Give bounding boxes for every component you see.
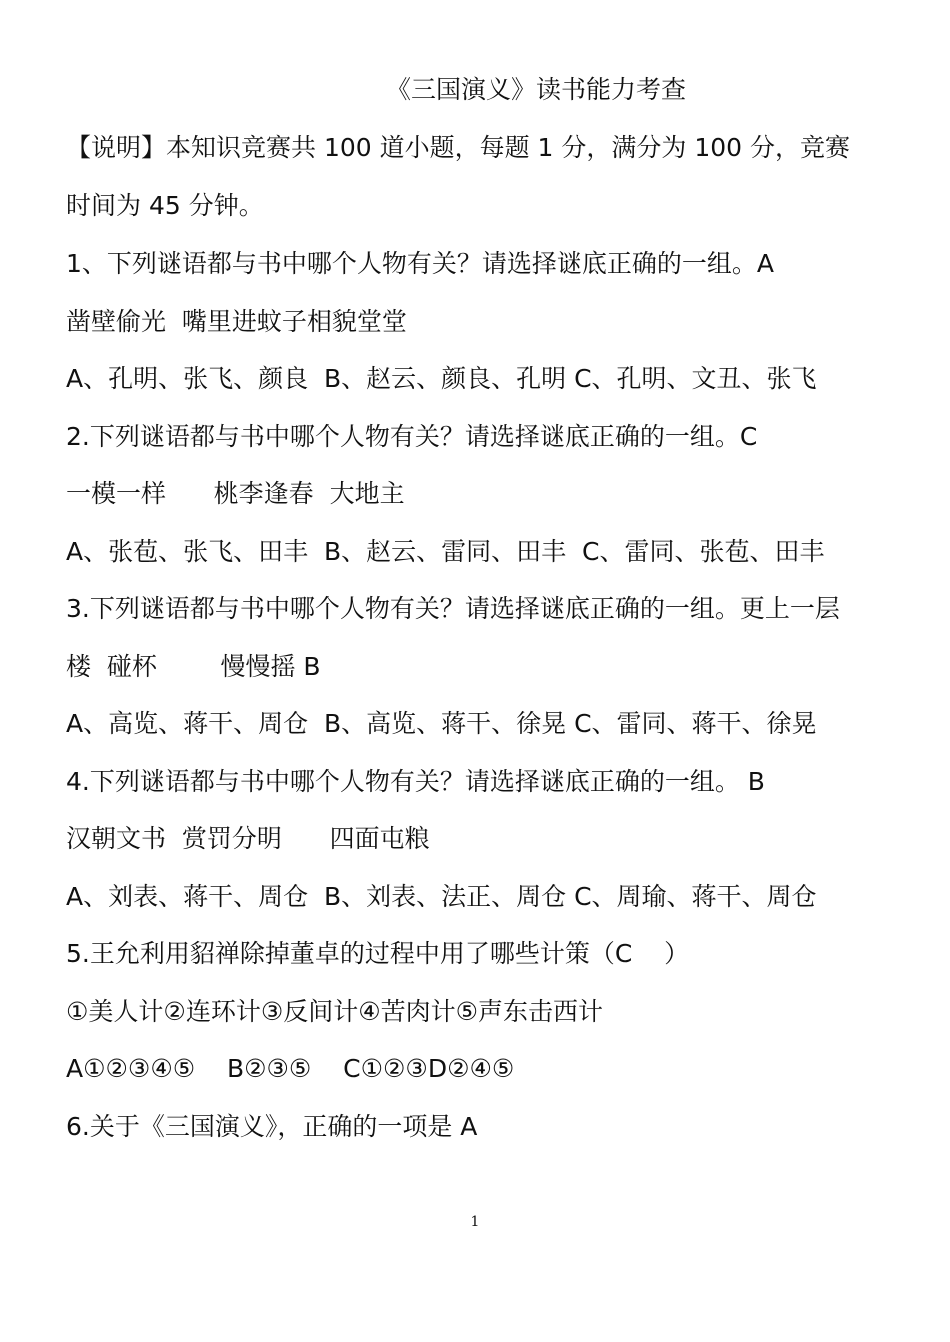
question-riddles: ①美人计②连环计③反间计④苦肉计⑤声东击西计 (66, 997, 604, 1026)
question-options: A、高览、蒋干、周仓 B、高览、蒋干、徐晃 C、雷同、蒋干、徐晃 (66, 709, 817, 738)
question-stem: 5.王允利用貂禅除掉董卓的过程中用了哪些计策（C ） (66, 939, 690, 968)
question-riddles: 凿壁偷光 嘴里进蚊子相貌堂堂 (66, 307, 407, 336)
question-riddles: 一模一样 桃李逢春 大地主 (66, 479, 405, 508)
question-options: A、孔明、张飞、颜良 B、赵云、颜良、孔明 C、孔明、文丑、张飞 (66, 364, 817, 393)
question-options: A①②③④⑤ B②③⑤ C①②③D②④⑤ (66, 1054, 515, 1083)
document-title: 《三国演义》读书能力考查 (386, 75, 687, 104)
question-stem: 1、下列谜语都与书中哪个人物有关？请选择谜底正确的一组。A (66, 249, 775, 278)
question-stem: 2.下列谜语都与书中哪个人物有关？请选择谜底正确的一组。C (66, 422, 758, 451)
intro-line: 时间为 45 分钟。 (66, 191, 264, 220)
question-stem: 6.关于《三国演义》，正确的一项是 A (66, 1112, 478, 1141)
page-number: 1 (470, 1214, 480, 1230)
intro-line: 【说明】本知识竞赛共 100 道小题，每题 1 分，满分为 100 分，竞赛 (66, 133, 851, 162)
question-options: A、刘表、蒋干、周仓 B、刘表、法正、周仓 C、周瑜、蒋干、周仓 (66, 882, 817, 911)
question-riddles: 楼 碰杯 慢慢摇 B (66, 652, 321, 681)
question-stem: 4.下列谜语都与书中哪个人物有关？请选择谜底正确的一组。 B (66, 767, 765, 796)
question-riddles: 汉朝文书 赏罚分明 四面屯粮 (66, 824, 430, 853)
question-options: A、张苞、张飞、田丰 B、赵云、雷同、田丰 C、雷同、张苞、田丰 (66, 537, 825, 566)
question-stem: 3.下列谜语都与书中哪个人物有关？请选择谜底正确的一组。更上一层 (66, 594, 840, 623)
